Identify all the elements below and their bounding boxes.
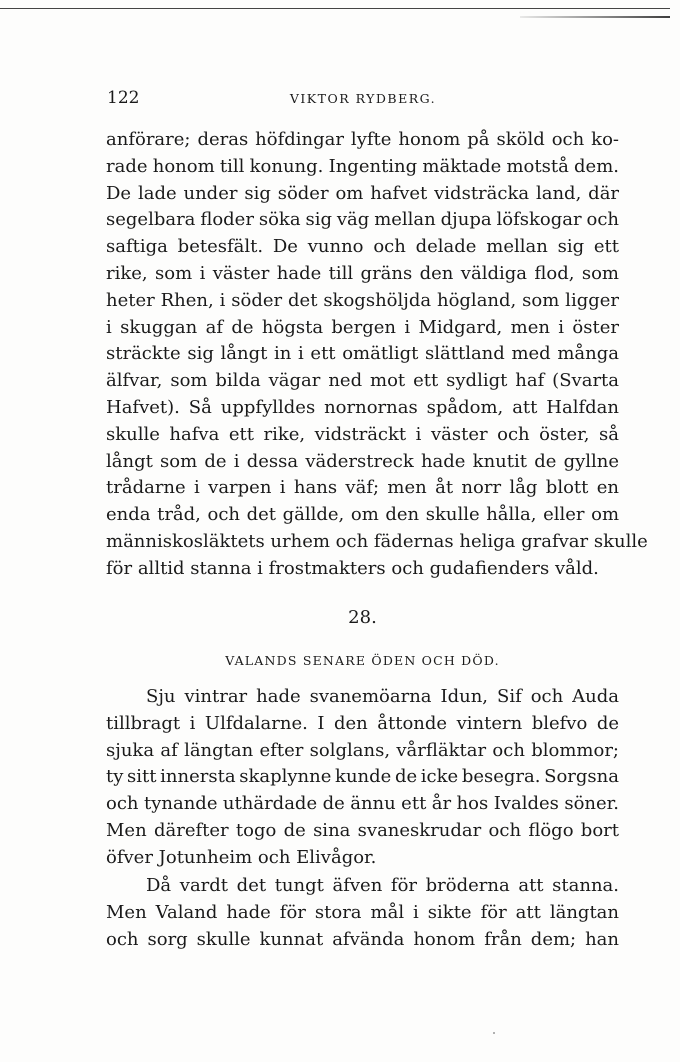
text-line: tillbragt i Ulfdalarne. I den åttonde vintern blefvo de — [106, 712, 620, 734]
text-line: enda tråd, och det gällde, om den skulle hålla, eller om — [106, 504, 620, 526]
text-line: Sju vintrar hade svanemöarna Idun, Sif och Auda — [146, 686, 620, 707]
text-line: sjuka af längtan efter solglans, vårfläktar och blommor; — [106, 739, 619, 761]
paragraph — [106, 873, 619, 953]
page-number: 122 — [107, 88, 140, 108]
text-line: i skuggan af de högsta bergen i Midgard, men i öster — [106, 316, 619, 338]
text-line: trådarne i varpen i hans väf; men åt norr låg blott en — [106, 477, 619, 499]
running-head — [107, 88, 619, 110]
text-line: saftiga betesfält. De vunno och delade mellan sig ett — [106, 236, 620, 258]
paper-speck — [493, 1032, 495, 1034]
text-line: Men Valand hade för stora mål i sikte för att längtan — [106, 901, 619, 923]
text-line: öfver Jotunheim och Elivågor. — [106, 846, 377, 868]
text-line: rike, som i väster hade till gräns den väldiga flod, som — [106, 262, 619, 284]
section-number: 28. — [348, 607, 377, 628]
paragraph-continued — [106, 127, 648, 583]
text-line: för alltid stanna i frostmakters och gudafienders våld. — [106, 557, 599, 579]
text-line: Hafvet). Så uppfylldes nornornas spådom, att Halfdan — [106, 396, 619, 418]
text-line: Men därefter togo de sina svaneskrudar och flögo bort — [106, 819, 620, 841]
top-edge-smudge — [520, 16, 670, 18]
text-line: segelbara floder söka sig väg mellan djupa löfskogar och — [106, 209, 620, 231]
text-line: ty sitt innersta skaplynne kunde de icke besegra. Sorgsna — [106, 766, 619, 788]
text-line: sträckte sig långt in i ett omätligt slättland med många — [106, 343, 619, 365]
text-line: Då vardt det tungt äfven för bröderna att stanna. — [146, 875, 619, 896]
running-title: VIKTOR RYDBERG. — [289, 91, 437, 106]
paragraph — [106, 684, 619, 872]
text-line: De lade under sig söder om hafvet vidsträcka land, där — [106, 182, 620, 204]
text-line: anförare; deras höfdingar lyfte honom på sköld och ko- — [106, 129, 619, 150]
text-line: långt som de i dessa väderstreck hade knutit de gyllne — [106, 450, 620, 472]
top-edge-rule — [0, 8, 670, 9]
text-line: älfvar, som bilda vägar ned mot ett sydligt haf (Svarta — [106, 370, 620, 392]
text-line: och tynande uthärdade de ännu ett år hos Ivaldes söner. — [106, 793, 619, 815]
text-line: och sorg skulle kunnat afvända honom från dem; han — [106, 928, 620, 950]
text-line: heter Rhen, i söder det skogshöljda högland, som ligger — [106, 289, 619, 311]
text-line: människosläktets urhem och fädernas heliga grafvar skulle — [106, 530, 648, 552]
section-title: VALANDS SENARE ÖDEN OCH DÖD. — [225, 653, 500, 668]
text-line: skulle hafva ett rike, vidsträckt i väster och öster, så — [106, 423, 619, 445]
text-line: rade honom till konung. Ingenting mäktade motstå dem. — [106, 155, 619, 177]
